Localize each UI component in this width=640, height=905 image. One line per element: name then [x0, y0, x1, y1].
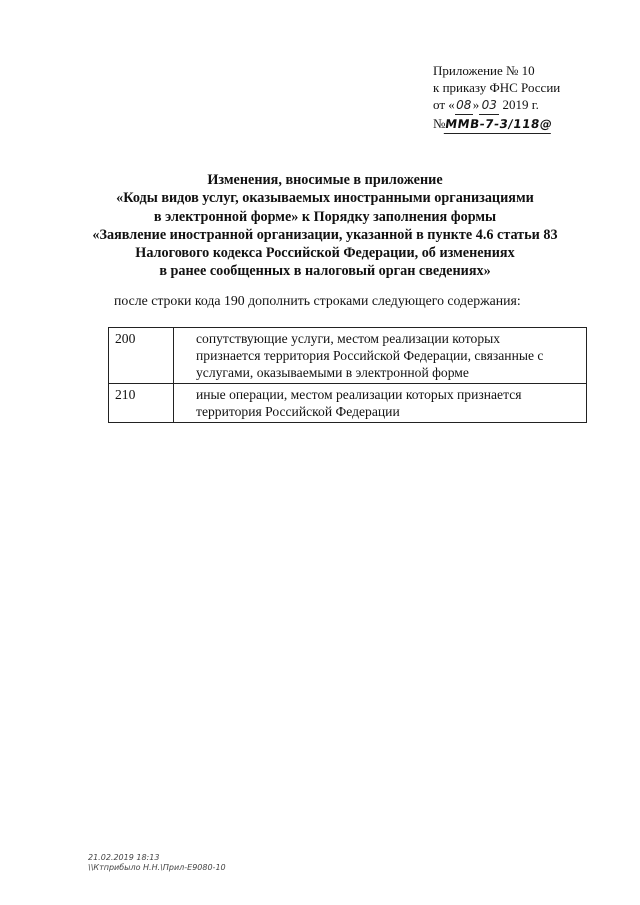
codes-table	[108, 327, 587, 423]
date-mid: »	[472, 97, 480, 112]
table-row	[109, 384, 587, 423]
code-cell: 200	[109, 328, 174, 384]
description-cell	[174, 328, 587, 384]
intro-text: после строки кода 190 дополнить строками следующего содержания:	[114, 293, 521, 308]
appendix-header	[433, 62, 603, 134]
order-number	[433, 115, 553, 134]
document-title	[80, 171, 570, 281]
title-line: Налогового кодекса Российской Федерации, об изменениях	[135, 245, 515, 262]
title-line: Изменения, вносимые в приложение	[207, 172, 443, 188]
description-line: иные операции, местом реализации которых признается	[196, 387, 522, 402]
print-stamp	[88, 853, 226, 873]
date-year: 2019 г.	[502, 97, 539, 112]
description-line: признается территория Российской Федерации, связанные с	[196, 348, 544, 363]
title-line: в электронной форме» к Порядку заполнения формы	[153, 208, 497, 225]
appendix-order-ref: к приказу ФНС России	[433, 80, 561, 95]
order-number-handwritten: ММВ-7-3/118@	[444, 116, 554, 134]
description-line: сопутствующие услуги, местом реализации которых	[196, 331, 501, 346]
description-line: территория Российской Федерации	[196, 404, 400, 419]
description-cell	[174, 384, 587, 423]
title-line: «Заявление иностранной организации, указанной в пункте 4.6 статьи 83	[92, 226, 558, 243]
title-line: «Коды видов услуг, оказываемых иностранными организациями	[116, 190, 534, 207]
date-day-handwritten: 08	[455, 97, 473, 115]
date-prefix: от «	[433, 97, 455, 112]
date-month-handwritten: 03	[479, 97, 499, 115]
appendix-date	[433, 96, 603, 115]
appendix-number: Приложение № 10	[433, 63, 535, 78]
order-number-label: №	[433, 116, 446, 131]
print-stamp-date: 21.02.2019 18:13	[88, 853, 160, 862]
table-row	[109, 328, 587, 384]
print-stamp-path: \\Ктприбыло Н.Н.\Прил-Е9080-10	[88, 863, 226, 872]
title-line: в ранее сообщенных в налоговый орган сведениях»	[159, 263, 491, 280]
description-line: услугами, оказываемыми в электронной форме	[196, 365, 469, 380]
code-cell: 210	[109, 384, 174, 423]
